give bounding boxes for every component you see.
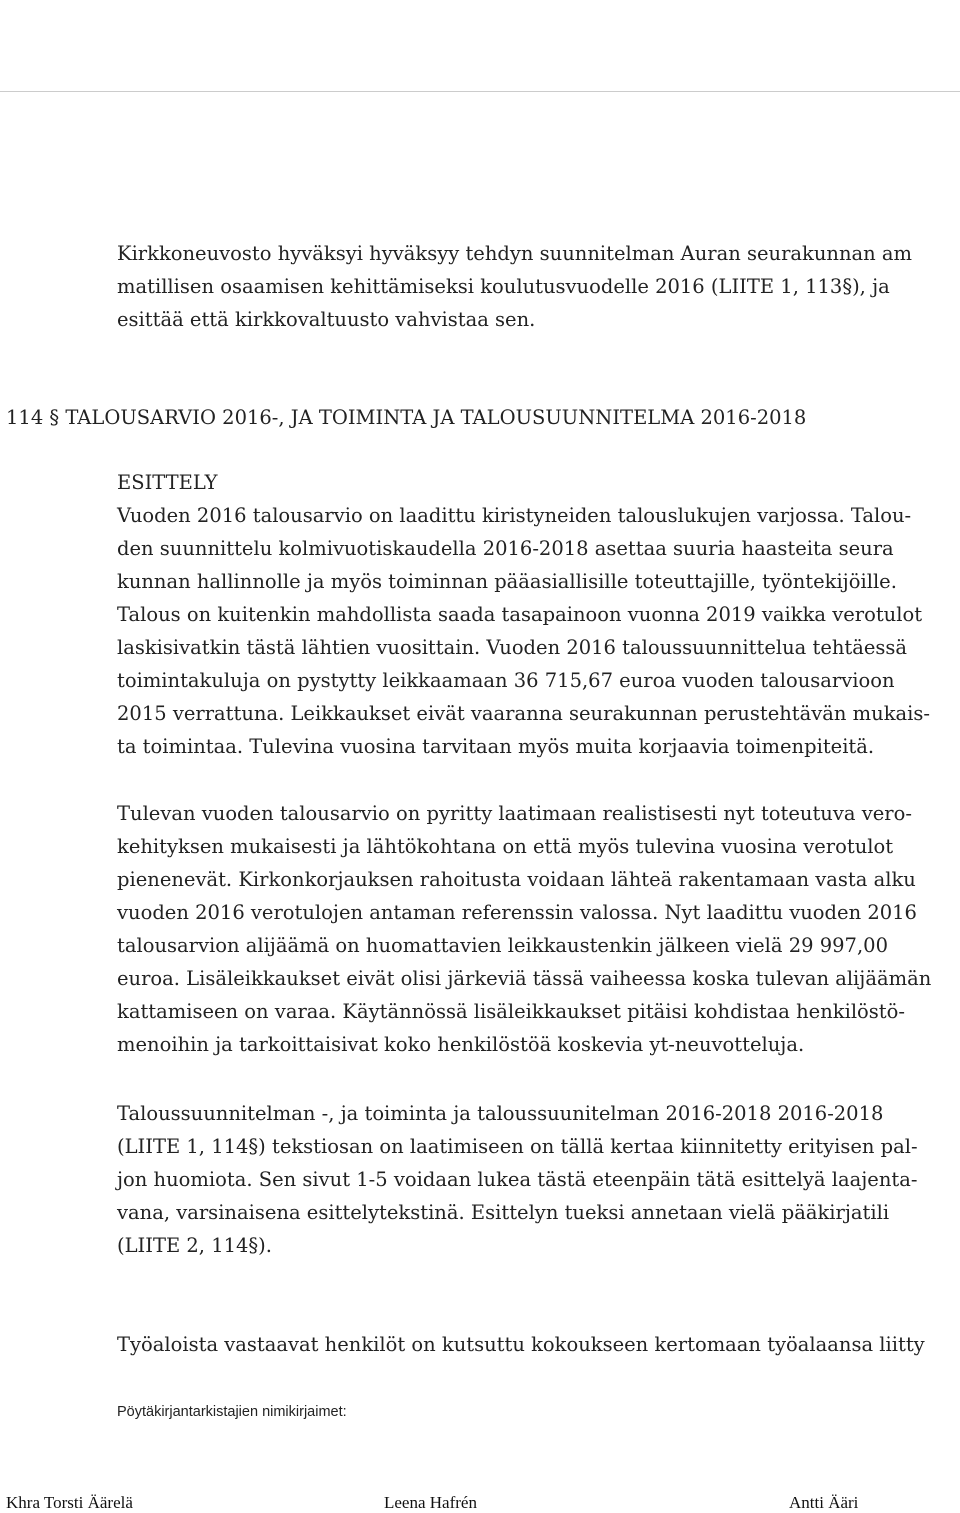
header-meeting-number: 8/2015 xyxy=(883,3,954,27)
text-line: Työaloista vastaavat henkilöt on kutsuttu kokoukseen kertomaan työalaansa liitty xyxy=(117,1333,925,1356)
section-heading: 114 § TALOUSARVIO 2016-, JA TOIMINTA JA TALOUSUUNNITELMA 2016-2018 xyxy=(6,406,807,429)
header-doc-type-2: PÖYTÄKIRJA xyxy=(400,31,531,55)
decision-paragraph xyxy=(117,237,947,336)
footer-initials-label: Pöytäkirjantarkistajien nimikirjaimet: xyxy=(117,1404,347,1420)
body-paragraph-3 xyxy=(117,1097,947,1262)
text-line: kehityksen mukaisesti ja lähtökohtana on että myös tulevina vuosina verotulot xyxy=(117,835,894,858)
section-subheading: ESITTELY xyxy=(117,471,218,494)
body-paragraph-1 xyxy=(117,499,947,763)
text-line: Vuoden 2016 talousarvio on laadittu kiristyneiden talouslukujen varjossa. Talou- xyxy=(117,504,912,527)
text-line: Talous on kuitenkin mahdollista saada tasapainoon vuonna 2019 vaikka verotulot xyxy=(117,603,923,626)
body-paragraph-4 xyxy=(117,1328,947,1361)
text-line: Taloussuunnitelman -, ja toiminta ja taloussuunitelman 2016-2018 2016-2018 xyxy=(117,1102,884,1125)
signer-name: Antti Ääri xyxy=(789,1493,859,1512)
header-org: AURAN SEURAKUNTA xyxy=(6,3,241,27)
text-line: kattamiseen on varaa. Käytännössä lisäleikkaukset pitäisi kohdistaa henkilöstö- xyxy=(117,1000,905,1023)
text-line: kunnan hallinnolle ja myös toiminnan pääasiallisille toteuttajille, työntekijöille. xyxy=(117,570,897,593)
body-paragraph-2 xyxy=(117,797,947,1061)
header-body: Kirkkoneuvosto xyxy=(6,59,165,83)
text-line: den suunnittelu kolmivuotiskaudella 2016-2018 asettaa suuria haasteita seura xyxy=(117,537,894,560)
signer-name: Leena Hafrén xyxy=(384,1493,477,1512)
text-line: vuoden 2016 verotulojen antaman referenssin valossa. Nyt laadittu vuoden 2016 xyxy=(117,901,917,924)
header-page-number: 17/20 xyxy=(896,59,954,83)
text-line: toimintakuluja on pystytty leikkaamaan 36 715,67 euroa vuoden talousarvioon xyxy=(117,669,895,692)
text-line: Tulevan vuoden talousarvio on pyritty laatimaan realistisesti nyt toteutuva vero- xyxy=(117,802,912,825)
text-line: 2015 verrattuna. Leikkaukset eivät vaaranna seurakunnan perustehtävän mukais- xyxy=(117,702,930,725)
text-line: euroa. Lisäleikkaukset eivät olisi järkeviä tässä vaiheessa koska tulevan alijäämän xyxy=(117,967,932,990)
text-line: (LIITE 1, 114§) tekstiosan on laatimiseen on tällä kertaa kiinnitetty erityisen pal- xyxy=(117,1135,918,1158)
text-line: laskisivatkin tästä lähtien vuosittain. Vuoden 2016 taloussuunnittelua tehtäessä xyxy=(117,636,908,659)
header-doc-type-1: KOKOUSKUTSU xyxy=(400,3,568,27)
text-line: Kirkkoneuvosto hyväksyi hyväksyy tehdyn suunnitelman Auran seurakunnan am xyxy=(117,242,913,265)
text-line: vana, varsinaisena esittelytekstinä. Esittelyn tueksi annetaan vielä pääkirjatili xyxy=(117,1201,890,1224)
text-line: jon huomiota. Sen sivut 1-5 voidaan lukea tästä eteenpäin tätä esittelyä laajenta- xyxy=(117,1168,918,1191)
text-line: menoihin ja tarkoittaisivat koko henkilöstöä koskevia yt-neuvotteluja. xyxy=(117,1033,805,1056)
text-line: pienenevät. Kirkonkorjauksen rahoitusta voidaan lähteä rakentamaan vasta alku xyxy=(117,868,916,891)
signer-name: Khra Torsti Äärelä xyxy=(6,1493,133,1512)
text-line: ta toimintaa. Tulevina vuosina tarvitaan myös muita korjaavia toimenpiteitä. xyxy=(117,735,875,758)
text-line: matillisen osaamisen kehittämiseksi koulutusvuodelle 2016 (LIITE 1, 113§), ja xyxy=(117,275,890,298)
header-divider xyxy=(0,91,960,92)
text-line: (LIITE 2, 114§). xyxy=(117,1234,272,1257)
text-line: esittää että kirkkovaltuusto vahvistaa sen. xyxy=(117,308,536,331)
text-line: talousarvion alijäämä on huomattavien leikkaustenkin jälkeen vielä 29 997,00 xyxy=(117,934,888,957)
header-date: 08.12.2015 xyxy=(839,31,954,55)
